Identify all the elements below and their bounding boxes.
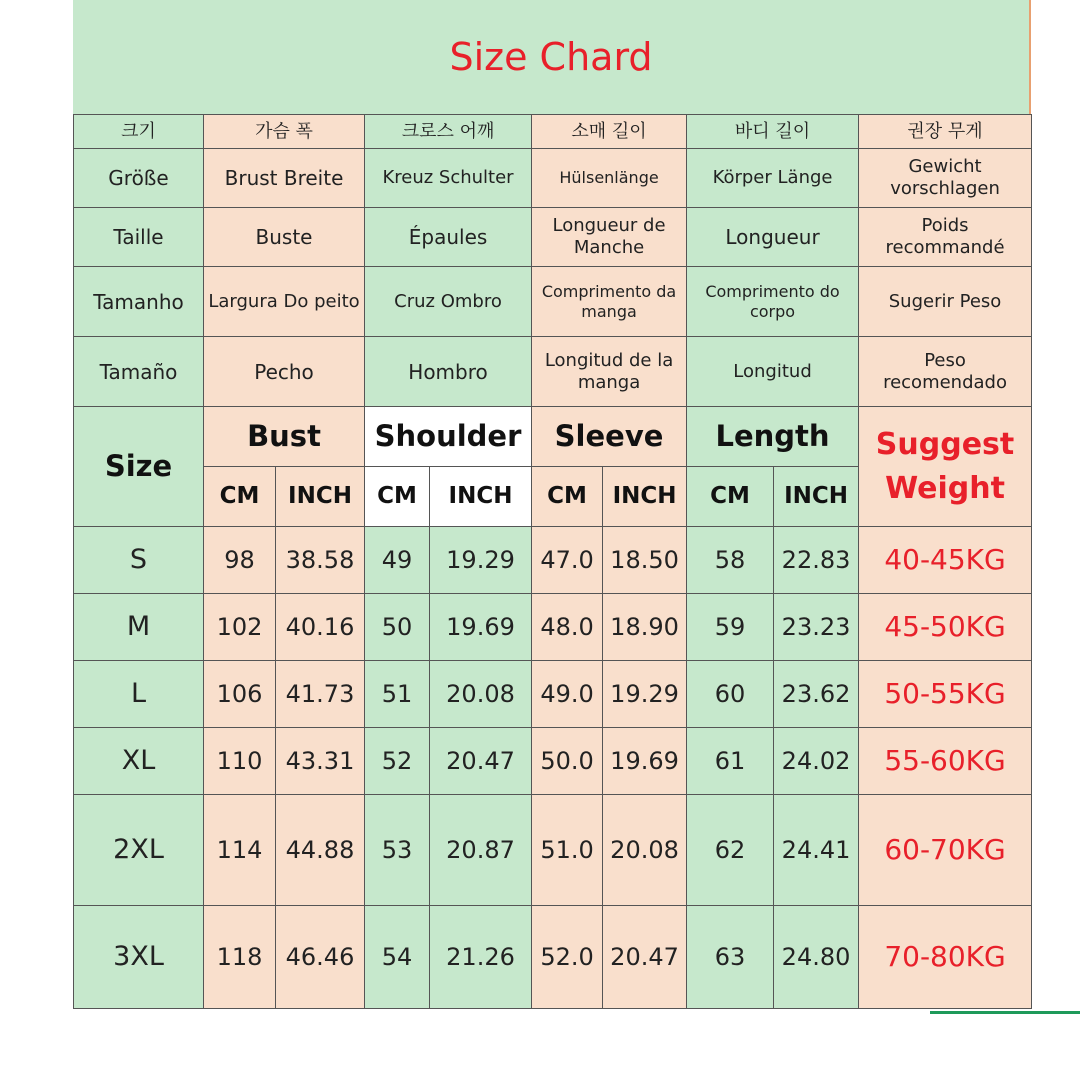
bust-header: Bust (204, 407, 365, 467)
cell-shoulder-cm: 49 (365, 527, 430, 594)
cell-weight: 55-60KG (859, 728, 1032, 795)
unit-inch: INCH (603, 467, 687, 527)
translation-cell: 소매 길이 (532, 115, 687, 149)
cell-bust-in: 44.88 (276, 795, 365, 906)
cell-sleeve-in: 20.08 (603, 795, 687, 906)
translation-cell: Comprimento do corpo (687, 267, 859, 337)
translation-cell: Longitud (687, 337, 859, 407)
cell-sleeve-cm: 49.0 (532, 661, 603, 728)
cell-size: 2XL (74, 795, 204, 906)
cell-bust-in: 40.16 (276, 594, 365, 661)
translation-cell: Brust Breite (204, 149, 365, 208)
unit-cm: CM (687, 467, 774, 527)
cell-length-cm: 61 (687, 728, 774, 795)
size-table (73, 114, 1032, 1009)
cell-length-in: 24.02 (774, 728, 859, 795)
cell-shoulder-cm: 52 (365, 728, 430, 795)
translation-cell: Cruz Ombro (365, 267, 532, 337)
translation-row (74, 208, 1032, 267)
cell-bust-in: 41.73 (276, 661, 365, 728)
translation-row (74, 115, 1032, 149)
cell-bust-cm: 114 (204, 795, 276, 906)
cell-size: S (74, 527, 204, 594)
cell-shoulder-in: 20.08 (430, 661, 532, 728)
translation-cell: Tamanho (74, 267, 204, 337)
translation-cell: Longueur de Manche (532, 208, 687, 267)
translation-cell: Kreuz Schulter (365, 149, 532, 208)
cell-sleeve-cm: 52.0 (532, 906, 603, 1009)
translation-cell: 가슴 폭 (204, 115, 365, 149)
size-chart (73, 0, 1031, 1009)
cell-length-in: 24.41 (774, 795, 859, 906)
cell-weight: 60-70KG (859, 795, 1032, 906)
translation-cell: 크기 (74, 115, 204, 149)
cell-sleeve-in: 19.29 (603, 661, 687, 728)
cell-length-cm: 63 (687, 906, 774, 1009)
cell-bust-cm: 102 (204, 594, 276, 661)
cell-length-in: 22.83 (774, 527, 859, 594)
cell-shoulder-cm: 53 (365, 795, 430, 906)
cell-weight: 70-80KG (859, 906, 1032, 1009)
size-row (74, 728, 1032, 795)
cell-sleeve-cm: 48.0 (532, 594, 603, 661)
cell-bust-cm: 110 (204, 728, 276, 795)
translation-cell: Hombro (365, 337, 532, 407)
cell-shoulder-in: 20.87 (430, 795, 532, 906)
cell-weight: 50-55KG (859, 661, 1032, 728)
translation-cell: Gewicht vorschlagen (859, 149, 1032, 208)
size-row (74, 661, 1032, 728)
cell-bust-in: 43.31 (276, 728, 365, 795)
cell-length-cm: 62 (687, 795, 774, 906)
cell-shoulder-in: 20.47 (430, 728, 532, 795)
cell-sleeve-cm: 51.0 (532, 795, 603, 906)
size-row (74, 527, 1032, 594)
shoulder-header: Shoulder (365, 407, 532, 467)
cell-weight: 45-50KG (859, 594, 1032, 661)
translation-cell: Pecho (204, 337, 365, 407)
translation-cell: Comprimento da manga (532, 267, 687, 337)
translation-cell: Taille (74, 208, 204, 267)
cell-length-cm: 59 (687, 594, 774, 661)
cell-size: XL (74, 728, 204, 795)
cell-bust-in: 46.46 (276, 906, 365, 1009)
cell-sleeve-in: 19.69 (603, 728, 687, 795)
translation-cell: 크로스 어깨 (365, 115, 532, 149)
cell-sleeve-cm: 47.0 (532, 527, 603, 594)
translation-cell: Sugerir Peso (859, 267, 1032, 337)
translation-cell: 바디 길이 (687, 115, 859, 149)
cell-size: L (74, 661, 204, 728)
cell-bust-cm: 118 (204, 906, 276, 1009)
suggest-weight-header: Suggest Weight (859, 407, 1032, 527)
cell-sleeve-in: 18.90 (603, 594, 687, 661)
length-header: Length (687, 407, 859, 467)
unit-inch: INCH (276, 467, 365, 527)
translation-row (74, 267, 1032, 337)
translation-cell: 권장 무게 (859, 115, 1032, 149)
translation-cell: Longitud de la manga (532, 337, 687, 407)
cell-length-in: 23.23 (774, 594, 859, 661)
cell-bust-cm: 106 (204, 661, 276, 728)
cell-size: M (74, 594, 204, 661)
chart-title: Size Chard (73, 0, 1031, 114)
translation-row (74, 337, 1032, 407)
cell-shoulder-in: 19.69 (430, 594, 532, 661)
cell-shoulder-cm: 51 (365, 661, 430, 728)
cell-shoulder-cm: 54 (365, 906, 430, 1009)
translation-cell: Tamaño (74, 337, 204, 407)
translation-cell: Körper Länge (687, 149, 859, 208)
cell-length-in: 23.62 (774, 661, 859, 728)
cell-bust-cm: 98 (204, 527, 276, 594)
cell-sleeve-in: 20.47 (603, 906, 687, 1009)
unit-cm: CM (532, 467, 603, 527)
cell-sleeve-in: 18.50 (603, 527, 687, 594)
bottom-accent-line (930, 1011, 1080, 1014)
cell-shoulder-in: 21.26 (430, 906, 532, 1009)
translation-cell: Largura Do peito (204, 267, 365, 337)
cell-length-cm: 58 (687, 527, 774, 594)
translation-cell: Größe (74, 149, 204, 208)
unit-inch: INCH (774, 467, 859, 527)
size-row (74, 906, 1032, 1009)
translation-cell: Hülsenlänge (532, 149, 687, 208)
size-header: Size (74, 407, 204, 527)
translation-cell: Buste (204, 208, 365, 267)
unit-cm: CM (204, 467, 276, 527)
translation-cell: Poids recommandé (859, 208, 1032, 267)
unit-inch: INCH (430, 467, 532, 527)
cell-shoulder-in: 19.29 (430, 527, 532, 594)
size-row (74, 795, 1032, 906)
cell-length-in: 24.80 (774, 906, 859, 1009)
translation-row (74, 149, 1032, 208)
sleeve-header: Sleeve (532, 407, 687, 467)
cell-sleeve-cm: 50.0 (532, 728, 603, 795)
cell-weight: 40-45KG (859, 527, 1032, 594)
translation-cell: Longueur (687, 208, 859, 267)
cell-length-cm: 60 (687, 661, 774, 728)
cell-bust-in: 38.58 (276, 527, 365, 594)
translation-cell: Épaules (365, 208, 532, 267)
cell-shoulder-cm: 50 (365, 594, 430, 661)
size-row (74, 594, 1032, 661)
unit-cm: CM (365, 467, 430, 527)
translation-cell: Peso recomendado (859, 337, 1032, 407)
cell-size: 3XL (74, 906, 204, 1009)
